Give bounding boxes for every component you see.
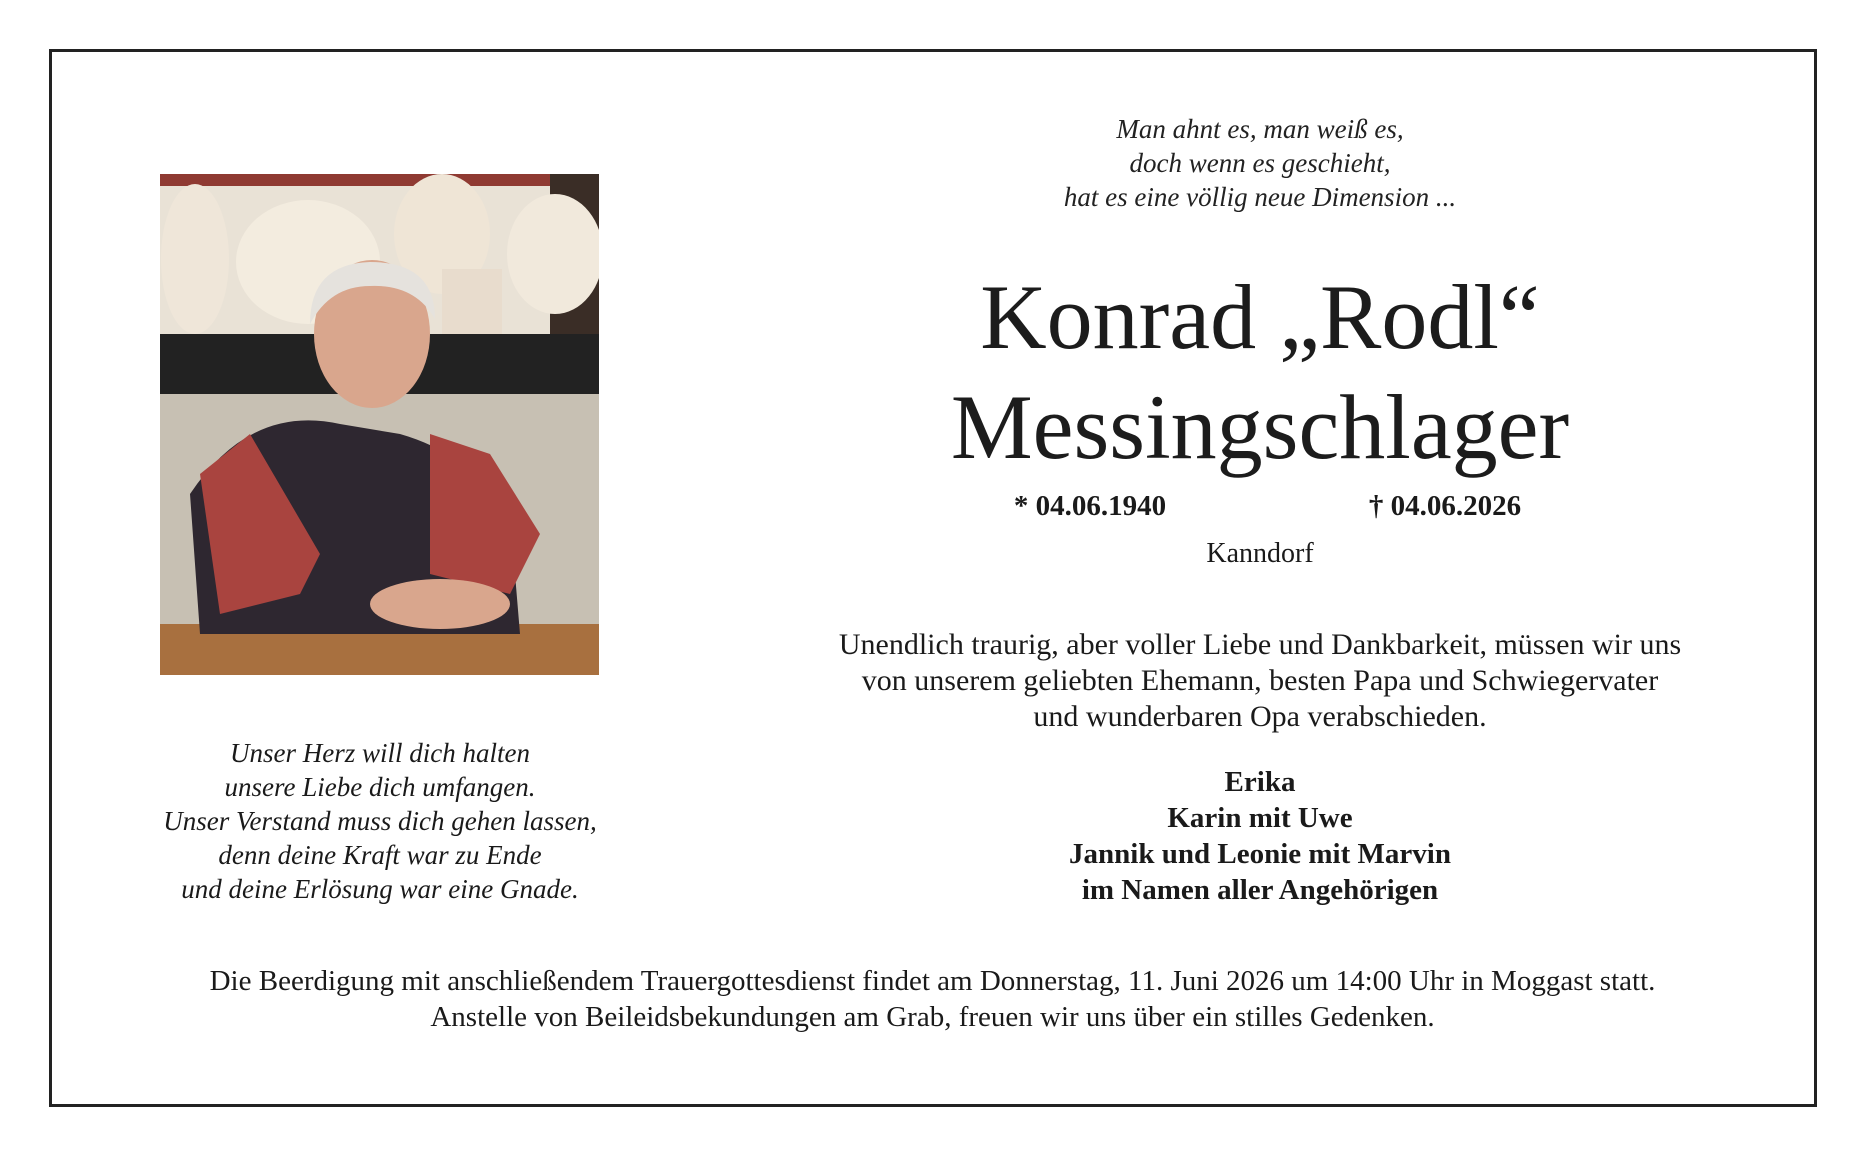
birth-date: * 04.06.1940 <box>1013 490 1167 522</box>
message-line: von unserem geliebten Ehemann, besten Papa und Schwiegervater <box>861 664 1659 697</box>
portrait-photo <box>160 174 599 675</box>
family-member: im Namen aller Angehörigen <box>1081 874 1439 906</box>
quote-left <box>110 736 650 906</box>
quote-top-line: doch wenn es geschieht, <box>1129 148 1391 178</box>
condolence-message <box>780 627 1740 735</box>
quote-left-line: denn deine Kraft war zu Ende <box>218 840 542 870</box>
funeral-notice <box>120 963 1745 1035</box>
place: Kanndorf <box>1206 538 1314 569</box>
family-member: Jannik und Leonie mit Marvin <box>1069 838 1451 870</box>
funeral-line: Die Beerdigung mit anschließendem Trauergottesdienst findet am Donnerstag, 11. Juni 2026 um 14:00 Uhr in Moggast statt. <box>209 965 1656 997</box>
message-line: und wunderbaren Opa verabschieden. <box>1033 700 1487 733</box>
family-list <box>960 764 1560 908</box>
name-line-2: Messingschlager <box>950 376 1570 478</box>
quote-top-line: Man ahnt es, man weiß es, <box>1116 114 1404 144</box>
death-date: † 04.06.2026 <box>1368 490 1522 522</box>
family-member: Karin mit Uwe <box>1167 802 1353 834</box>
family-member: Erika <box>1224 766 1296 798</box>
quote-left-line: Unser Verstand muss dich gehen lassen, <box>163 806 597 836</box>
quote-left-line: Unser Herz will dich halten <box>230 738 530 768</box>
message-line: Unendlich traurig, aber voller Liebe und Dankbarkeit, müssen wir uns <box>838 628 1682 661</box>
quote-top-line: hat es eine völlig neue Dimension ... <box>1063 182 1457 212</box>
deceased-name <box>850 262 1670 482</box>
funeral-line: Anstelle von Beileidsbekundungen am Grab, freuen wir uns über ein stilles Gedenken. <box>430 1001 1435 1033</box>
quote-left-line: und deine Erlösung war eine Gnade. <box>181 874 579 904</box>
quote-top <box>1000 112 1520 214</box>
name-line-1: Konrad „Rodl“ <box>980 266 1540 368</box>
quote-left-line: unsere Liebe dich umfangen. <box>224 772 536 802</box>
